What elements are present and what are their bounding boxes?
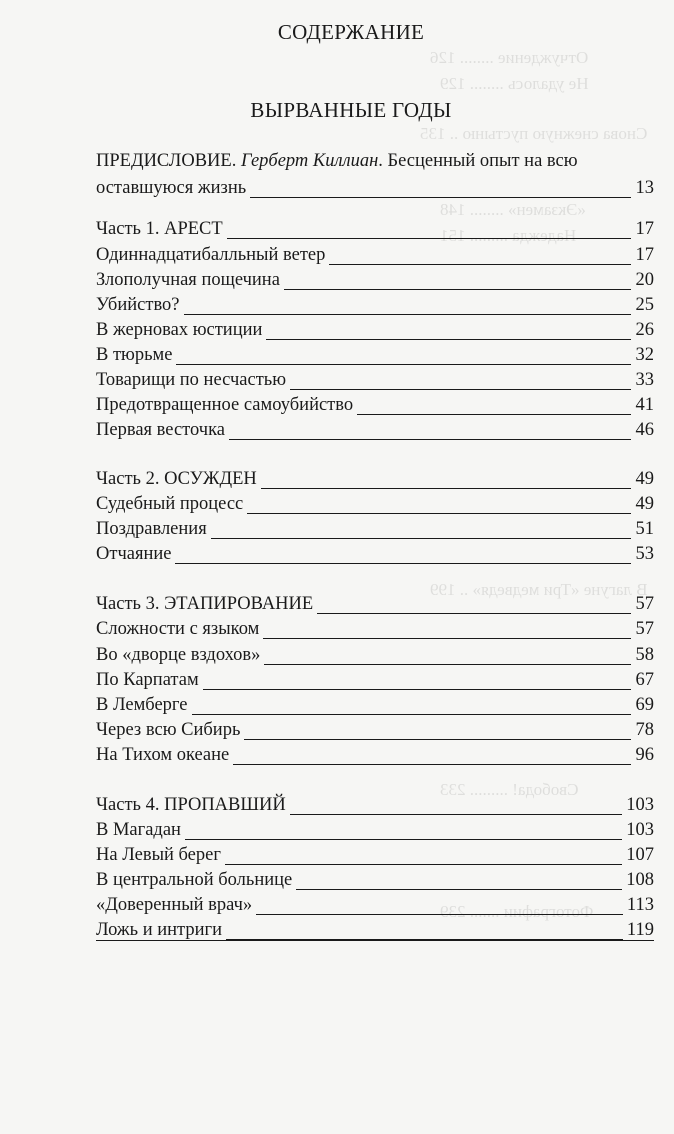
toc-entry-page: 49 — [635, 469, 654, 489]
toc-entry-title: В тюрьме — [96, 345, 173, 365]
toc-entry-page: 103 — [626, 820, 654, 840]
toc-entry — [96, 817, 654, 843]
toc-entry-page: 17 — [635, 219, 654, 239]
toc-leader — [203, 689, 631, 690]
toc-entry-title: По Карпатам — [96, 670, 199, 690]
toc-entry-page: 113 — [626, 895, 654, 915]
toc-entry — [96, 242, 654, 268]
preface-leader — [250, 197, 631, 198]
toc-entry-title: Сложности с языком — [96, 619, 260, 639]
toc-entry-page: 33 — [635, 370, 654, 390]
toc-entry — [96, 742, 654, 768]
preface-entry — [96, 148, 654, 202]
toc-entry-page: 78 — [635, 720, 654, 740]
toc-leader — [296, 889, 622, 890]
toc-entry — [96, 717, 654, 743]
toc-entry-page: 119 — [626, 920, 654, 940]
toc-entry — [96, 417, 654, 443]
toc-leader — [284, 289, 631, 290]
toc-entry-page: 53 — [635, 544, 654, 564]
toc-entry-page: 32 — [635, 345, 654, 365]
preface-line-2 — [96, 175, 654, 202]
toc-entry — [96, 792, 654, 818]
toc-entry — [96, 892, 654, 918]
toc-leader — [244, 739, 631, 740]
toc-entry — [96, 642, 654, 668]
toc-leader — [290, 814, 622, 815]
toc-entry-page: 57 — [635, 619, 654, 639]
toc-entry — [96, 516, 654, 542]
toc-entry-title: В Лемберге — [96, 695, 188, 715]
toc-entry — [96, 367, 654, 393]
toc-entry-page: 96 — [635, 745, 654, 765]
preface-label-line2: оставшуюся жизнь — [96, 178, 247, 198]
toc-entry-page: 107 — [626, 845, 654, 865]
toc-entry-page: 57 — [635, 594, 654, 614]
toc-leader — [225, 864, 622, 865]
toc-entry — [96, 867, 654, 893]
toc-leader — [227, 238, 631, 239]
toc-entry — [96, 216, 654, 242]
preface-label-end: . Бесценный опыт на всю — [378, 151, 578, 171]
toc-entry — [96, 491, 654, 517]
toc-entry-page: 51 — [635, 519, 654, 539]
toc-entry-title: Во «дворце вздохов» — [96, 645, 261, 665]
preface-author: Герберт Киллиан — [240, 151, 379, 171]
toc-leader — [290, 389, 631, 390]
toc-entry — [96, 466, 654, 492]
preface-label-start: ПРЕДИСЛОВИЕ. — [96, 151, 241, 171]
toc-leader — [229, 439, 631, 440]
toc-entry-title: Часть 2. ОСУЖДЕН — [96, 469, 257, 489]
toc-entry-title: Часть 1. АРЕСТ — [96, 219, 223, 239]
toc-entry-page: 17 — [635, 245, 654, 265]
toc-leader — [211, 538, 631, 539]
toc-leader — [357, 414, 631, 415]
toc-entry — [96, 842, 654, 868]
toc-entry-title: Ложь и интриги — [96, 920, 222, 940]
toc-entry — [96, 692, 654, 718]
toc-entry — [96, 541, 654, 567]
toc-entry — [96, 317, 654, 343]
preface-line-1 — [96, 148, 654, 175]
toc-entry — [96, 667, 654, 693]
toc-leader — [185, 839, 622, 840]
toc-entry — [96, 591, 654, 617]
toc-entry-page: 49 — [635, 494, 654, 514]
toc-entry-title: Одиннадцатибалльный ветер — [96, 245, 326, 265]
toc-entry-page: 58 — [635, 645, 654, 665]
toc-entry-title: На Левый берег — [96, 845, 221, 865]
toc-entry-title: В центральной больнице — [96, 870, 293, 890]
toc-leader — [256, 914, 623, 915]
toc-entry-title: Первая весточка — [96, 420, 226, 440]
toc-entry — [96, 342, 654, 368]
toc-leader — [184, 314, 631, 315]
toc-entry-title: На Тихом океане — [96, 745, 230, 765]
toc-leader — [247, 513, 631, 514]
toc-entry-title: В жерновах юстиции — [96, 320, 263, 340]
toc-entry-title: Через всю Сибирь — [96, 720, 241, 740]
toc-leader — [264, 664, 631, 665]
toc-leader — [175, 563, 631, 564]
toc-entry-title: В Магадан — [96, 820, 181, 840]
toc-leader — [176, 364, 631, 365]
preface-page: 13 — [635, 178, 654, 198]
toc-entry — [96, 616, 654, 642]
toc-entry-page: 108 — [626, 870, 654, 890]
toc-entry — [96, 292, 654, 318]
toc-entry-page: 103 — [626, 795, 654, 815]
toc-entry-title: Поздравления — [96, 519, 207, 539]
toc-entry-page: 41 — [635, 395, 654, 415]
toc-entry-title: Злополучная пощечина — [96, 270, 280, 290]
toc-entry — [96, 267, 654, 293]
toc-entry-title: Предотвращенное самоубийство — [96, 395, 354, 415]
toc-entry-title: Отчаяние — [96, 544, 172, 564]
toc-entry-page: 20 — [635, 270, 654, 290]
toc-page: Отчуждение ........ 126 Не удалось ........ 129 Снова снежную пустыню .. 135 «Экзамен» ........ 148 Надежда ......... 151 В лагуне «Три медведя» .. 199 Свобода! ......... 233 Фотографии ....... 239 СОДЕРЖАНИЕ ВЫРВАННЫЕ ГОДЫ ПРЕДИСЛОВИЕ. Герберт Киллиан. Бесценный опыт на всю оставшуюся жизнь 13 Часть 1. АРЕСТ 17 Одиннадцатибалльный ветер 17 Злополучная пощечина 20 Убийство? 25 В жерновах юстиции 26 В тюрьме 32 Товарищи по несчастью 33 Предотвращенное самоубийство 41 Первая весточка 46 Часть 2. ОСУЖДЕН 49 Судебный процесс 49 Поздравления 51 Отчаяние 53 Часть 3. ЭТАПИРОВАНИЕ 57 Сложности с языком 57 Во «дворце вздохов» 58 По Карпатам 67 В Лемберге 69 Через всю Сибирь 78 На Тихом океане 96 Часть 4. ПРОПАВШИЙ 103 В Магадан 103 На Левый берег 107 В центральной больнице 108 «Доверенный врач» 113 Ложь и интриги 119 — [0, 0, 674, 1134]
end-rule — [96, 940, 654, 941]
toc-entry-title: Часть 3. ЭТАПИРОВАНИЕ — [96, 594, 314, 614]
toc-entry-title: Товарищи по несчастью — [96, 370, 287, 390]
book-title: ВЫРВАННЫЕ ГОДЫ — [250, 98, 452, 122]
toc-entry-title: Убийство? — [96, 295, 180, 315]
contents-heading: СОДЕРЖАНИЕ — [277, 20, 425, 44]
toc-entry-page: 67 — [635, 670, 654, 690]
toc-leader — [233, 764, 631, 765]
toc-entry-page: 25 — [635, 295, 654, 315]
toc-entry-title: «Доверенный врач» — [96, 895, 253, 915]
toc-entry-page: 26 — [635, 320, 654, 340]
toc-entry-title: Часть 4. ПРОПАВШИЙ — [96, 795, 286, 815]
toc-leader — [192, 714, 631, 715]
toc-entry-title: Судебный процесс — [96, 494, 244, 514]
toc-leader — [266, 339, 631, 340]
toc-leader — [261, 488, 631, 489]
toc-entry — [96, 392, 654, 418]
toc-entry-page: 46 — [635, 420, 654, 440]
toc-entry-page: 69 — [635, 695, 654, 715]
toc-leader — [263, 638, 631, 639]
toc-leader — [329, 264, 631, 265]
toc-leader — [317, 613, 631, 614]
